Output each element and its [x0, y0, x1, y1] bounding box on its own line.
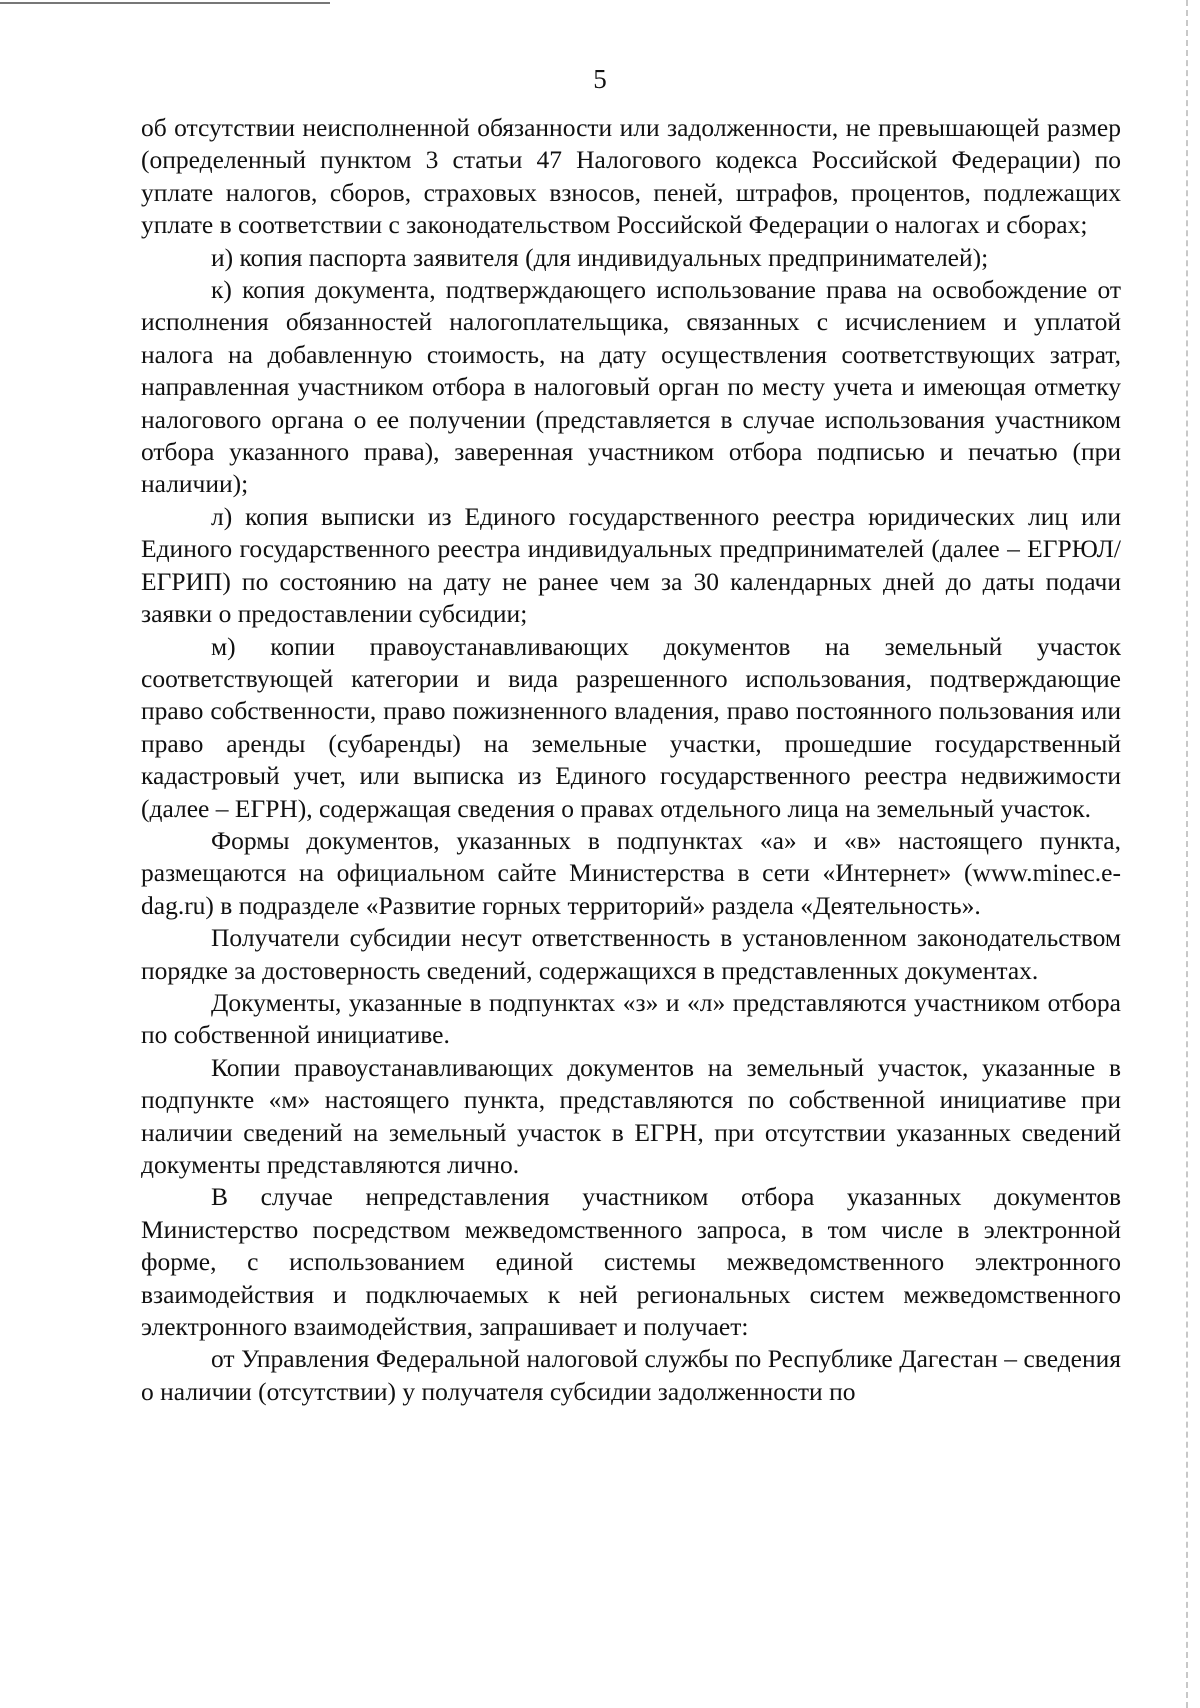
paragraph-tax-service: от Управления Федеральной налоговой службы по Республике Дагестан – сведения о наличии (отсутствии) у получателя субсидии задолженности по [141, 1344, 1121, 1406]
paragraph-initiative: Документы, указанные в подпунктах «з» и «л» представляются участником отбора по собственной инициативе. [141, 987, 1121, 1050]
paragraph-interagency: В случае непредставления участником отбора указанных документов Министерство посредством межведомственного запроса, в том числе в электронной форме, с использованием единой системы межведомственного электронного взаимодействия и подключаемых к ней региональных систем межведомственного электронного взаимодействия, запрашивает и получает: [141, 1182, 1121, 1342]
paragraph-item-i: и) копия паспорта заявителя (для индивидуальных предпринимателей); [211, 242, 989, 272]
top-rule [0, 2, 330, 4]
paragraph-forms: Формы документов, указанных в подпунктах «а» и «в» настоящего пункта, размещаются на официальном сайте Министерства в сети «Интернет» (www.minec.e-dag.ru) в подразделе «Развитие горных территорий» раздела «Деятельность». [141, 825, 1121, 920]
page-number: 5 [593, 64, 607, 94]
paragraph-responsibility: Получатели субсидии несут ответственность в установленном законодательством порядке за достоверность сведений, содержащихся в представленных документах. [141, 923, 1121, 985]
paragraph-item-k: к) копия документа, подтверждающего использование права на освобождение от исполнения обязанностей налогоплательщика, связанных с исчислением и уплатой налога на добавленную стоимость, на дату осуществления соответствующих затрат, направленная участником отбора в налоговый орган по месту учета и имеющая отметку налогового органа о ее получении (представляется в случае использования участником отбора указанного права), заверенная участником отбора подписью и печатью (при наличии); [141, 275, 1121, 499]
paragraph-item-l: л) копия выписки из Единого государственного реестра юридических лиц или Единого государственного реестра индивидуальных предпринимателей (далее – ЕГРЮЛ/ЕГРИП) по состоянию на дату не ранее чем за 30 календарных дней до даты подачи заявки о предоставлении субсидии; [141, 501, 1121, 629]
document-body [141, 112, 1121, 1408]
paragraph-continuation: об отсутствии неисполненной обязанности или задолженности, не превышающей размер (определенный пунктом 3 статьи 47 Налогового кодекса Российской Федерации) по уплате налогов, сборов, страховых взносов, пеней, штрафов, процентов, подлежащих уплате в соответствии с законодательством Российской Федерации о налогах и сборах; [141, 113, 1121, 240]
scan-edge [1186, 0, 1188, 1708]
paragraph-item-m: м) копии правоустанавливающих документов на земельный участок соответствующей категории и вида разрешенного использования, подтверждающие право собственности, право пожизненного владения, право постоянного пользования или право аренды (субаренды) на земельные участки, прошедшие государственный кадастровый учет, или выписка из Единого государственного реестра недвижимости (далее – ЕГРН), содержащая сведения о правах отдельного лица на земельный участок. [141, 631, 1121, 823]
paragraph-land-copies: Копии правоустанавливающих документов на земельный участок, указанные в подпункте «м» настоящего пункта, представляются по собственной инициативе при наличии сведений на земельный участок в ЕГРН, при отсутствии указанных сведений документы представляются лично. [141, 1052, 1121, 1179]
